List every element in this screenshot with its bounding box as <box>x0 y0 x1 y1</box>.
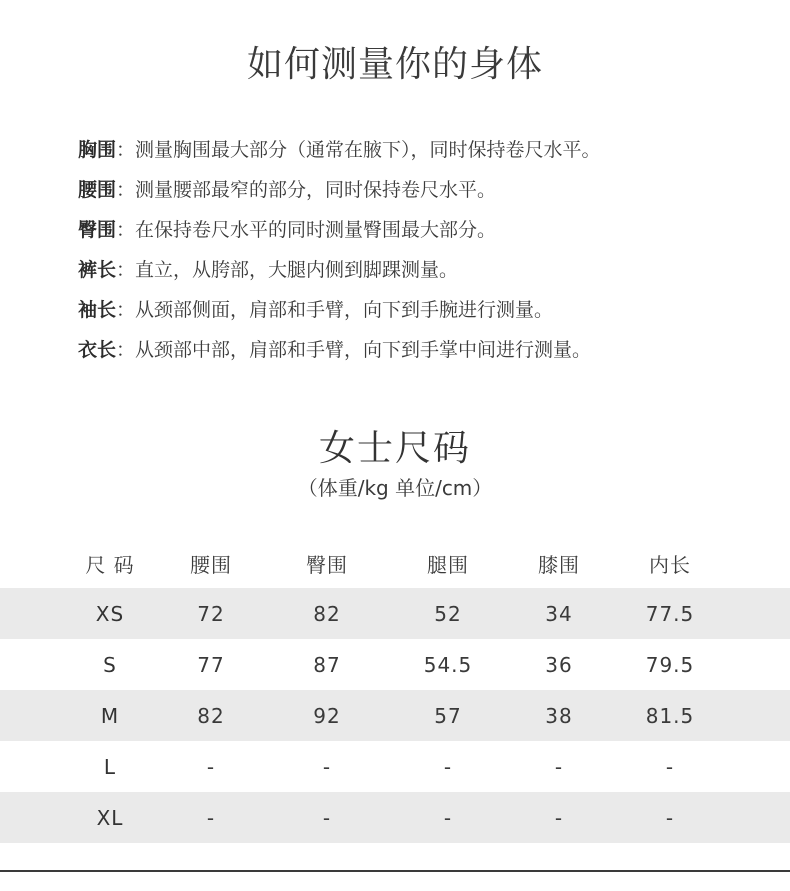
size-table <box>0 538 790 843</box>
value-cell: - <box>206 754 216 779</box>
table-header-row <box>0 538 790 588</box>
column-header-thigh: 腿围 <box>427 552 469 577</box>
column-header-size: 尺 码 <box>85 552 135 577</box>
size-cell: L <box>103 754 117 779</box>
guide-label: 裤长 <box>78 259 117 281</box>
guide-separator: ： <box>116 259 136 281</box>
guide-text: 从颈部侧面，肩部和手臂，向下到手腕进行测量。 <box>135 299 554 321</box>
size-cell: XS <box>95 601 125 626</box>
guide-label: 腰围 <box>78 179 117 201</box>
table-row <box>0 792 790 843</box>
guide-separator: ： <box>116 179 136 201</box>
column-header-inseam: 内长 <box>649 552 691 577</box>
guide-text: 从颈部中部，肩部和手臂，向下到手掌中间进行测量。 <box>135 339 592 361</box>
guide-text: 在保持卷尺水平的同时测量臀围最大部分。 <box>135 219 497 241</box>
bottom-divider <box>0 870 790 872</box>
value-cell: 81.5 <box>645 703 695 728</box>
value-cell: 82 <box>197 703 225 728</box>
value-cell: 72 <box>197 601 225 626</box>
value-cell: - <box>665 805 675 830</box>
guide-separator: ： <box>116 219 136 241</box>
value-cell: 57 <box>434 703 462 728</box>
guide-separator: ： <box>116 139 136 161</box>
table-row <box>0 588 790 639</box>
value-cell: - <box>665 754 675 779</box>
guide-item-garment-length <box>78 330 768 370</box>
value-cell: 82 <box>313 601 341 626</box>
table-row <box>0 741 790 792</box>
column-header-knee: 膝围 <box>538 552 580 577</box>
value-cell: 77 <box>197 652 225 677</box>
value-cell: - <box>554 805 564 830</box>
value-cell: 38 <box>545 703 573 728</box>
page-title: 如何测量你的身体 <box>246 44 543 85</box>
guide-text: 测量胸围最大部分（通常在腋下），同时保持卷尺水平。 <box>135 139 601 161</box>
value-cell: - <box>443 754 453 779</box>
value-cell: - <box>443 805 453 830</box>
guide-text: 测量腰部最窄的部分，同时保持卷尺水平。 <box>135 179 497 201</box>
column-header-hip: 臀围 <box>306 552 348 577</box>
value-cell: 52 <box>434 601 462 626</box>
guide-item-pant-length <box>78 250 768 290</box>
guide-item-chest <box>78 130 768 170</box>
value-cell: 77.5 <box>645 601 695 626</box>
value-cell: 34 <box>545 601 573 626</box>
table-row <box>0 639 790 690</box>
measurement-guide <box>78 130 768 370</box>
value-cell: 54.5 <box>423 652 473 677</box>
value-cell: 87 <box>313 652 341 677</box>
guide-separator: ： <box>116 299 136 321</box>
guide-item-waist <box>78 170 768 210</box>
guide-label: 臀围 <box>78 219 117 241</box>
size-chart-title: 女士尺码 <box>318 428 471 469</box>
value-cell: - <box>322 754 332 779</box>
value-cell: 92 <box>313 703 341 728</box>
size-cell: M <box>100 703 120 728</box>
guide-item-sleeve-length <box>78 290 768 330</box>
size-cell: S <box>103 652 117 677</box>
size-chart-unit-note: （体重/kg 单位/cm） <box>297 476 493 500</box>
guide-text: 直立，从胯部，大腿内侧到脚踝测量。 <box>135 259 459 281</box>
guide-label: 衣长 <box>78 339 117 361</box>
guide-label: 胸围 <box>78 139 117 161</box>
value-cell: - <box>322 805 332 830</box>
value-cell: 79.5 <box>645 652 695 677</box>
value-cell: - <box>206 805 216 830</box>
value-cell: - <box>554 754 564 779</box>
guide-item-hip <box>78 210 768 250</box>
guide-separator: ： <box>116 339 136 361</box>
column-header-waist: 腰围 <box>190 552 232 577</box>
table-row <box>0 690 790 741</box>
value-cell: 36 <box>545 652 573 677</box>
guide-label: 袖长 <box>78 299 117 321</box>
size-cell: XL <box>96 805 124 830</box>
